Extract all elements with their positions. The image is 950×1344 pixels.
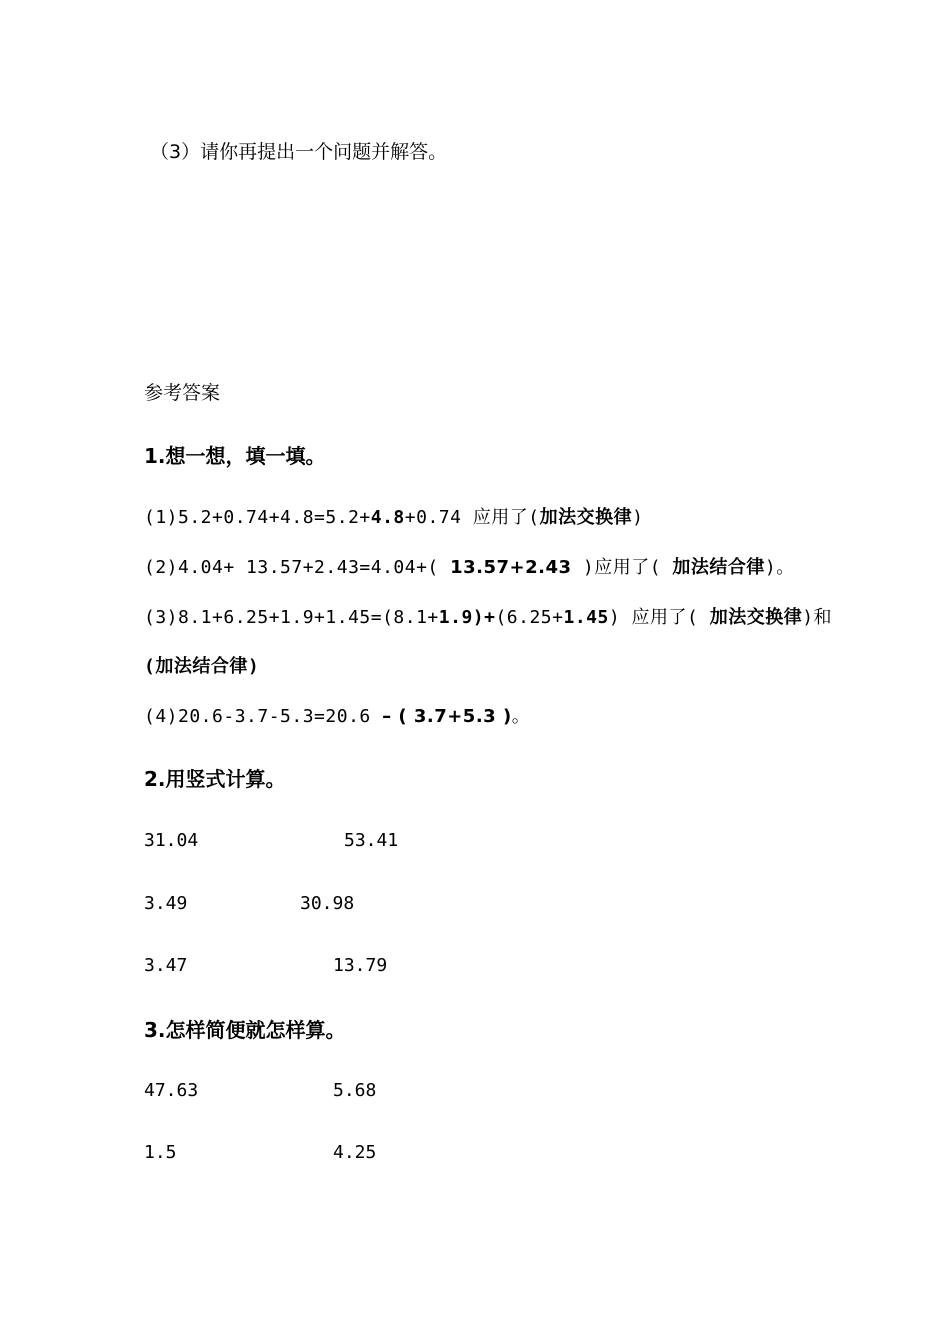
answer-1-4-bold: – ( 3.7+5.3 ) xyxy=(382,706,512,727)
s2-r1-right: 53.41 xyxy=(344,830,399,851)
answer-1-2-bold: 13.57+2.43 xyxy=(450,557,572,578)
answer-1-3-bold: 1.9)+ xyxy=(438,607,496,628)
answer-1-3-cont-law: 加法结合律 xyxy=(155,656,248,677)
s2-r2-left: 3.49 xyxy=(144,893,188,914)
answer-1-1-bold: 4.8 xyxy=(370,507,405,528)
s3-r2-right: 4.25 xyxy=(333,1142,377,1163)
section1-title: 1.想一想，填一填。 xyxy=(144,444,326,468)
answer-1-3-bold2: 1.45 xyxy=(563,607,609,628)
answer-1-3 xyxy=(144,606,832,630)
s2-r1-left: 31.04 xyxy=(144,830,199,851)
s2-r3-left: 3.47 xyxy=(144,955,188,976)
answer-1-2-mid: )应用了( xyxy=(571,557,673,578)
answers-title: 参考答案 xyxy=(144,382,221,404)
answer-1-2-law: 加法结合律 xyxy=(672,557,765,578)
s3-r2-left: 1.5 xyxy=(144,1142,177,1163)
s3-r1-left: 47.63 xyxy=(144,1080,199,1101)
answer-1-3-mid: (6.25+ xyxy=(495,607,564,628)
answer-1-1 xyxy=(144,506,643,530)
answer-1-3-law: 加法交换律 xyxy=(709,607,803,628)
answer-1-4 xyxy=(144,705,530,729)
answer-1-3-cont xyxy=(144,655,259,679)
section3-title: 3.怎样简便就怎样算。 xyxy=(144,1018,346,1042)
s2-r2-right: 30.98 xyxy=(300,893,355,914)
answer-1-3-cont-close: ) xyxy=(247,656,260,677)
answer-1-2-expr: (2)4.04+ 13.57+2.43=4.04+( xyxy=(144,557,451,578)
section2-title: 2.用竖式计算。 xyxy=(144,767,286,791)
answer-1-1-law: 加法交换律 xyxy=(539,507,633,528)
answer-1-3-expr: (3)8.1+6.25+1.9+1.45=(8.1+ xyxy=(144,607,439,628)
answer-1-3-mid2: ) 应用了( xyxy=(608,607,710,628)
s2-r3-right: 13.79 xyxy=(333,955,388,976)
question-3: （3）请你再提出一个问题并解答。 xyxy=(150,141,448,163)
answer-1-3-cont-open: ( xyxy=(144,656,156,677)
answer-1-4-expr: (4)20.6-3.7-5.3=20.6 xyxy=(144,706,383,727)
answer-1-1-expr: (1)5.2+0.74+4.8=5.2+ xyxy=(144,507,371,528)
answer-1-4-end: 。 xyxy=(511,706,531,727)
answer-1-2 xyxy=(144,556,795,580)
s3-r1-right: 5.68 xyxy=(333,1080,377,1101)
answer-1-1-end: ) xyxy=(632,507,644,528)
answer-1-3-end: )和 xyxy=(802,607,833,628)
answer-1-2-end: )。 xyxy=(764,557,795,578)
answer-1-1-mid: +0.74 应用了( xyxy=(404,507,540,528)
